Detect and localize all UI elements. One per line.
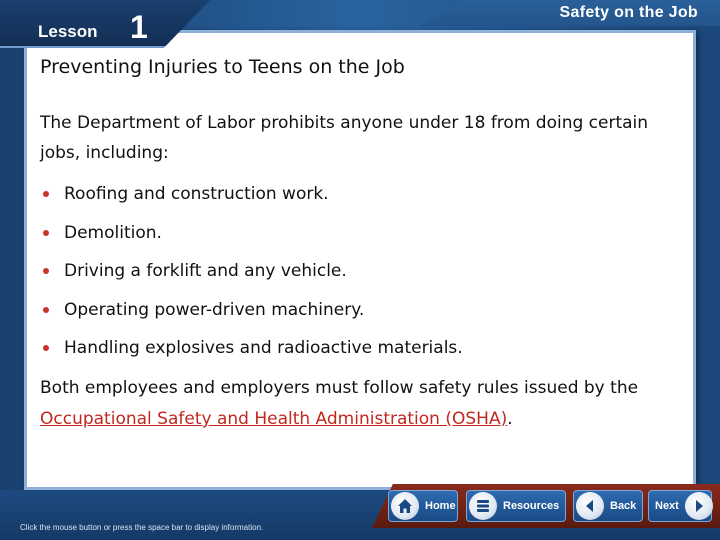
closing-text-end: . bbox=[507, 409, 513, 429]
closing-text bbox=[40, 373, 690, 435]
list-item bbox=[40, 175, 680, 214]
next-button[interactable] bbox=[648, 490, 712, 522]
bullet-text: Demolition. bbox=[64, 222, 162, 243]
lesson-label: Lesson bbox=[38, 22, 98, 41]
bullet-icon bbox=[43, 230, 49, 236]
footer-hint: Click the mouse button or press the space bar to display information. bbox=[20, 523, 264, 532]
list-item bbox=[40, 291, 680, 330]
home-button[interactable] bbox=[388, 490, 458, 522]
list-item bbox=[40, 252, 680, 291]
bullet-text: Roofing and construction work. bbox=[64, 184, 329, 205]
bullet-text: Driving a forklift and any vehicle. bbox=[64, 261, 347, 282]
back-button[interactable] bbox=[573, 490, 643, 522]
bullet-icon bbox=[43, 307, 49, 313]
arrow-right-icon bbox=[685, 492, 713, 520]
bullet-text: Handling explosives and radioactive materials. bbox=[64, 338, 463, 359]
list-item bbox=[40, 214, 680, 253]
bullet-icon bbox=[43, 345, 49, 351]
closing-text-start: Both employees and employers must follow safety rules issued by the bbox=[40, 378, 639, 398]
lesson-number: 1 bbox=[130, 9, 148, 45]
bullet-text: Operating power-driven machinery. bbox=[64, 299, 365, 320]
bullet-icon bbox=[43, 268, 49, 274]
resources-button[interactable] bbox=[466, 490, 566, 522]
resources-icon bbox=[469, 492, 497, 520]
back-button-label: Back bbox=[610, 500, 637, 512]
arrow-left-icon bbox=[576, 492, 604, 520]
page-title: Preventing Injuries to Teens on the Job bbox=[40, 56, 405, 78]
intro-text: The Department of Labor prohibits anyone under 18 from doing certain jobs, including: bbox=[40, 113, 649, 163]
next-button-label: Next bbox=[655, 500, 679, 512]
list-item bbox=[40, 329, 680, 368]
resources-button-label: Resources bbox=[503, 500, 560, 512]
home-icon bbox=[391, 492, 419, 520]
bullet-icon bbox=[43, 191, 49, 197]
osha-link[interactable]: Occupational Safety and Health Administration (OSHA) bbox=[40, 409, 508, 429]
bullet-list bbox=[40, 175, 680, 368]
section-title: Safety on the Job bbox=[559, 4, 698, 21]
home-button-label: Home bbox=[425, 500, 456, 512]
